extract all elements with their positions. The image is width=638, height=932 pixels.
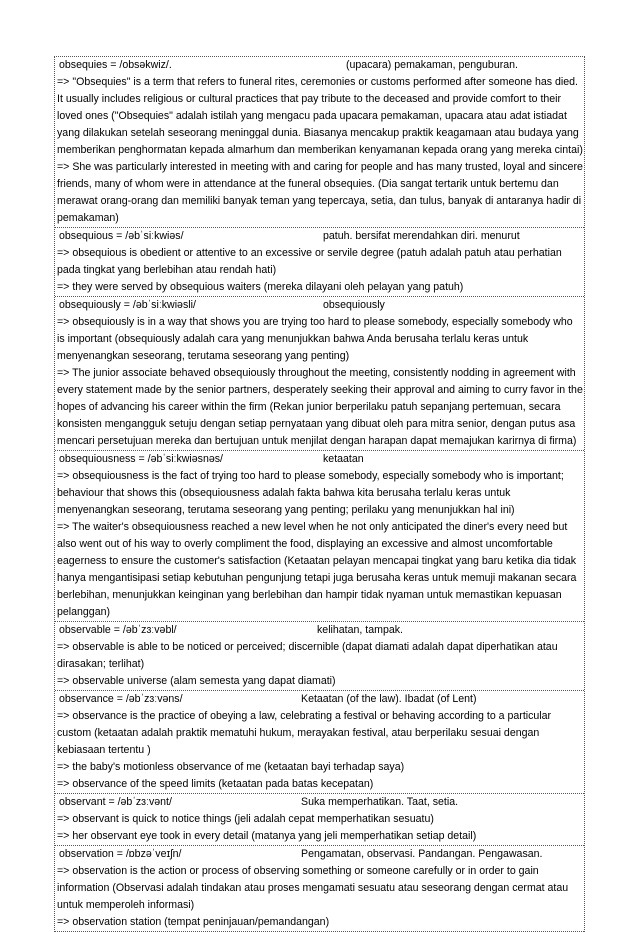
entry-header [57,846,583,863]
entry-term: obsequiousness = /əbˈsiːkwiəsnəs/ [59,453,224,465]
entry-header [57,297,583,314]
entry-example: => observance of the speed limits (ketaatan pada batas kecepatan) [57,778,374,790]
entry-meaning: patuh. bersifat merendahkan diri. menurut [323,230,520,242]
entry-definition: => observation is the action or process of observing something or someone carefully or in order to gain information (Observasi adalah tindakan atau proses mengamati sesuatu atau seseorang dengan cermat atau untuk memperoleh informasi) [57,865,569,911]
entry-term: obsequies = /obsəkwiz/. [59,59,172,71]
glossary-entry [55,57,584,228]
entry-header [57,228,583,245]
entry-definition: => observance is the practice of obeying a law, celebrating a festival or behaving according to a particular custom (ketaatan adalah praktik mematuhi hukum, merayakan festival, atau berperilaku sesuai dengan kebiasaan tertentu ) [57,710,552,756]
entry-header [57,691,583,708]
entry-meaning: Ketaatan (of the law). Ibadat (of Lent) [301,693,477,705]
glossary-entry [55,691,584,794]
entry-definition: => obsequiously is in a way that shows you are trying too hard to please somebody, especially somebody who is important (obsequiously adalah cara yang menunjukkan bahwa Anda berusaha terlalu keras untuk menyenangkan seseorang, terutama seseorang yang penting) [57,316,573,362]
entry-example: => The junior associate behaved obsequiously throughout the meeting, consistently nodding in agreement with every statement made by the senior partners, desperately seeking their approval and aiming to curry favor in the hopes of advancing his career within the firm (Rekan junior berperilaku patuh sepanjang pertemuan, secara konsisten mengangguk setuju dengan setiap pernyataan yang dibuat oleh para mitra senior, dengan putus asa mencari persetujuan mereka dan bertujuan untuk menjilat dengan harapan dapat memajukan karirnya di firma) [57,367,583,447]
entry-header [57,794,583,811]
entry-meaning: Suka memperhatikan. Taat, setia. [301,796,459,808]
entry-term: observance = /əbˈzɜːvəns/ [59,693,183,705]
entry-meaning: Pengamatan, observasi. Pandangan. Pengawasan. [301,848,543,860]
entry-example: => She was particularly interested in meeting with and caring for people and has many trusted, loyal and sincere friends, many of whom were in attendance at the funeral obsequies. (Dia sangat tertarik untuk bertemu dan merawat orang-orang dan memiliki banyak teman yang tepercaya, setia, dan tulus, banyak di antaranya hadir di pemakaman) [57,161,583,224]
glossary-entry [55,846,584,932]
entry-header [57,451,583,468]
entry-meaning: (upacara) pemakaman, penguburan. [346,59,518,71]
entry-meaning: kelihatan, tampak. [317,624,403,636]
entry-example: => her observant eye took in every detail (matanya yang jeli memperhatikan setiap detail) [57,830,477,842]
entry-example: => observation station (tempat peninjauan/pemandangan) [57,916,330,928]
entry-term: observable = /əbˈzɜːvəbl/ [59,624,177,636]
entry-example: => they were served by obsequious waiters (mereka dilayani oleh pelayan yang patuh) [57,281,464,293]
entry-term: observation = /ɒbzəˈveɪʃn/ [59,848,182,860]
entry-meaning: ketaatan [323,453,364,465]
entry-definition: => obsequiousness is the fact of trying too hard to please somebody, especially somebody who is important; behaviour that shows this (obsequiousness adalah fakta bahwa kita berusaha terlalu keras untuk menyenangkan seseorang, terutama seseorang yang penting; perilaku yang menunjukkan hal ini) [57,470,564,516]
entry-term: obsequiously = /əbˈsiːkwiəsli/ [59,299,196,311]
entry-meaning: obsequiously [323,299,385,311]
entry-definition: => "Obsequies" is a term that refers to funeral rites, ceremonies or customs performed after someone has died. It usually includes religious or cultural practices that pay tribute to the deceased and provide comfort to their loved ones ("Obsequies" adalah istilah yang mengacu pada upacara pemakaman, upacara atau adat istiadat yang dilakukan setelah seseorang meninggal dunia. Biasanya mencakup praktik keagamaan atau budaya yang memberikan penghormatan kepada almarhum dan memberikan kenyamanan kepada orang yang mereka cintai) [57,76,583,156]
entry-definition: => obsequious is obedient or attentive to an excessive or servile degree (patuh adalah patuh atau perhatian pada tingkat yang berlebihan atau rendah hati) [57,247,562,276]
entry-example: => The waiter's obsequiousness reached a new level when he not only anticipated the diner's every need but also went out of his way to overly compliment the food, displaying an excessive and almost uncomfortable eagerness to ensure the customer's satisfaction (Ketaatan pelayan mencapai tingkat yang baru ketika dia tidak hanya mengantisipasi setiap kebutuhan pengunjung tetapi juga berusaha keras untuk memuji makanan secara berlebihan, menunjukkan keinginan yang berlebihan dan hampir tidak nyaman untuk memastikan kepuasan pelanggan) [57,521,577,618]
entry-term: obsequious = /əbˈsiːkwiəs/ [59,230,184,242]
glossary-entry [55,622,584,691]
entry-term: observant = /əbˈzɜːvənt/ [59,796,172,808]
entry-example: => observable universe (alam semesta yang dapat diamati) [57,675,336,687]
glossary-entry [55,228,584,297]
entry-example: => the baby's motionless observance of me (ketaatan bayi terhadap saya) [57,761,405,773]
entry-header [57,622,583,639]
entry-header [57,57,583,74]
glossary-document [54,56,585,932]
glossary-entry [55,794,584,846]
entry-definition: => observable is able to be noticed or perceived; discernible (dapat diamati adalah dapat diperhatikan atau dirasakan; terlihat) [57,641,558,670]
glossary-entry [55,297,584,451]
entry-definition: => observant is quick to notice things (jeli adalah cepat memperhatikan sesuatu) [57,813,434,825]
glossary-entry [55,451,584,622]
